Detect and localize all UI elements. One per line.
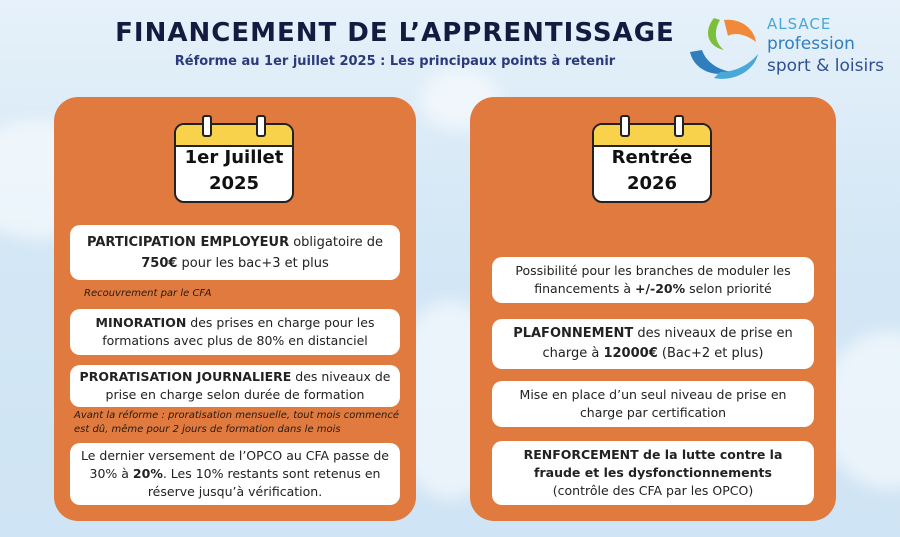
card-text: des prises en charge pour les formations avec plus de 80% en distanciel: [102, 315, 375, 348]
card-text: (contrôle des CFA par les OPCO): [552, 483, 754, 498]
card-minoration: [70, 309, 400, 355]
calendar-icon: [174, 115, 294, 203]
card-bold-text: MINORATION: [95, 315, 187, 330]
card-text: selon priorité: [685, 281, 772, 296]
note-recouvrement: Recouvrement par le CFA: [84, 288, 212, 299]
calendar-date-line1: Rentrée: [611, 147, 693, 168]
card-bold-text: +/-20%: [635, 281, 686, 296]
card-bold-text: 12000€: [603, 346, 658, 361]
card-text: (Bac+2 et plus): [657, 346, 764, 361]
logo: [684, 12, 900, 84]
note-avant-reforme: Avant la réforme : proratisation mensuelle, tout mois commencé est dû, même pour 2 jours de formation dans le mois: [74, 410, 399, 435]
left-panel-2025: [54, 97, 416, 521]
card-bold-text: PRORATISATION JOURNALIERE: [79, 369, 292, 384]
card-moduler-financements: [492, 257, 814, 303]
card-plafonnement: [492, 319, 814, 369]
card-bold-text: PLAFONNEMENT: [513, 326, 634, 341]
calendar-date-line2: 2025: [208, 173, 260, 194]
card-text: Mise en place d’un seul niveau de prise en charge par certification: [519, 387, 787, 420]
page-title: FINANCEMENT DE L’APPRENTISSAGE: [115, 18, 675, 48]
right-panel-2026: [470, 97, 836, 521]
card-proratisation: [70, 365, 400, 407]
card-text: . Les 10% restants sont retenus en réserve jusqu’à vérification.: [147, 466, 381, 499]
card-dernier-versement: [70, 443, 400, 505]
card-text: Possibilité pour les branches de moduler les financements à: [515, 263, 791, 296]
card-text: pour les bac+3 et plus: [177, 255, 329, 271]
card-bold-text: RENFORCEMENT de la lutte contre la fraude et les dysfonctionnements: [523, 447, 783, 480]
calendar-date-line1: 1er Juillet: [184, 147, 284, 168]
card-text: des niveaux de prise en charge à: [542, 326, 793, 361]
logo-text-alsace: ALSACE: [767, 15, 832, 33]
card-seul-niveau: [492, 381, 814, 427]
card-text: Le dernier versement de l’OPCO au CFA passe de 30% à: [81, 448, 389, 481]
logo-swoosh-icon: [684, 12, 764, 84]
card-bold-text: PARTICIPATION EMPLOYEUR: [87, 234, 290, 250]
calendar-icon: [592, 115, 712, 203]
card-bold-text: 20%: [132, 466, 163, 481]
calendar-date-line2: 2026: [626, 173, 678, 194]
card-text: obligatoire de: [289, 234, 383, 250]
card-bold-text: 750€: [141, 255, 178, 271]
card-participation-employeur: [70, 225, 400, 280]
card-renforcement: [492, 441, 814, 505]
card-text: des niveaux de prise en charge selon durée de formation: [105, 369, 391, 402]
logo-text-sport-loisirs: sport & loisirs: [767, 56, 885, 76]
page-subtitle: Réforme au 1er juillet 2025 : Les principaux points à retenir: [174, 54, 616, 69]
logo-text-profession: profession: [767, 34, 855, 54]
